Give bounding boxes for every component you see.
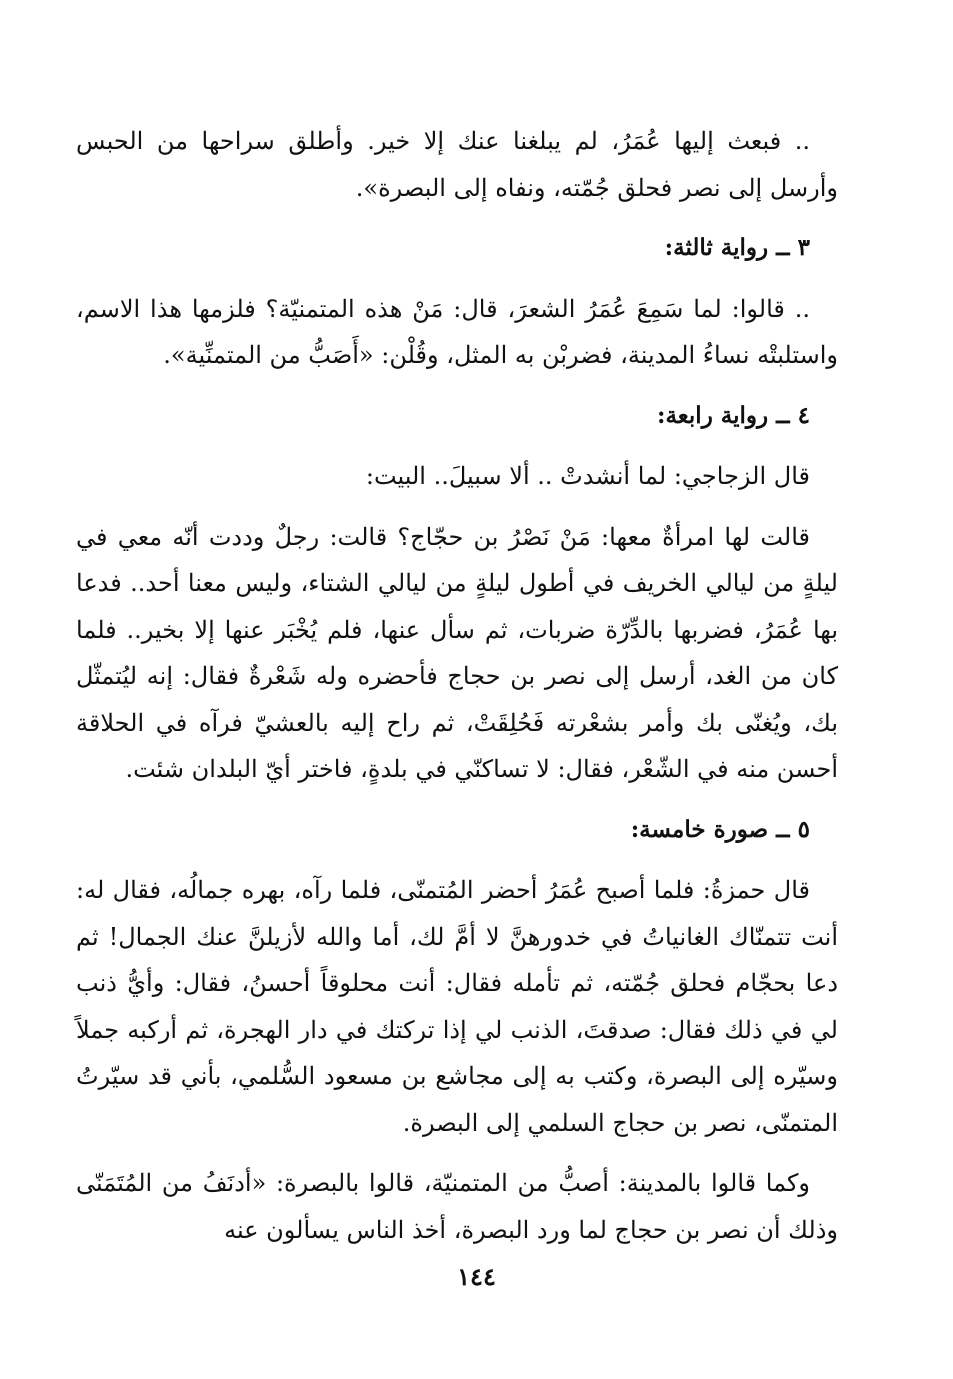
page-number: ١٤٤ [457,1262,496,1291]
section-heading-3: ٣ ــ رواية ثالثة: [664,234,810,261]
paragraph-1: .. فبعث إليها عُمَرُ، لم يبلغنا عنك إلا خير. وأطلق سراحها من الحبس وأرسل إلى نصر فحلق جُمّته، ونفاه إلى البصرة». [76,127,838,202]
page-body [76,118,838,1267]
paragraph-5: قال حمزةُ: فلما أصبح عُمَرُ أحضر المُتمنّى، فلما رآه، بهره جمالُه، فقال له: أنت تتمنّاك الغانياتُ في خدورهنَّ لا أمَّ لك، أما والله لأزيلنَّ عنك الجمال! ثم دعا بحجّام فحلق جُمّته، ثم تأمله فقال: أنت محلوقاً أحسنُ، فقال: وأيُّ ذنب لي في ذلك فقال: صدقتَ، الذنب لي إذا تركتك في دار الهجرة، ثم أركبه جملاً وسيّره إلى البصرة، وكتب به إلى مجاشع بن مسعود السُّلمي، بأني قد سيّرتُ المتمنّى، نصر بن حجاج السلمي إلى البصرة. [76,876,838,1137]
paragraph-3: قال الزجاجي: لما أنشدتْ .. ألا سبيلَ.. البيت: [365,462,810,490]
paragraph-6: وكما قالوا بالمدينة: أصبُّ من المتمنيّة، قالوا بالبصرة: «أدنَفُ من المُتَمَنّى وذلك أن نصر بن حجاج لما ورد البصرة، أخذ الناس يسألون عنه [76,1169,838,1244]
section-heading-4: ٤ ــ رواية رابعة: [656,401,810,429]
section-heading-5: ٥ ــ صورة خامسة: [630,815,810,843]
paragraph-4: قالت لها امرأةٌ معها: مَنْ نَصْرُ بن حجّاج؟ قالت: رجلٌ وددت أنّه معي في ليلةٍ من ليالي الخريف في أطول ليلةٍ من ليالي الشتاء، وليس معنا أحد.. فدعا بها عُمَرُ، فضربها بالدِّرّة ضربات، ثم سأل عنها، فلم يُخْبَر عنها إلا بخير.. فلما كان من الغد، أرسل إلى نصر بن حجاج فأحضره وله شَعْرةٌ فقال: إنه ليُتمثّل بك، ويُغنّى بك وأمر بشعْرته فَحُلِقَتْ، ثم راح إليه بالعشيّ فرآه في الحلاقة أحسن منه في الشّعْر، فقال: لا تساكنّي في بلدةٍ، فاختر أيّ البلدان شئت. [76,522,838,783]
paragraph-2: .. قالوا: لما سَمِعَ عُمَرُ الشعرَ، قال: مَنْ هذه المتمنيّة؟ فلزمها هذا الاسم، واستلبتْه نساءُ المدينة، فضربْن به المثل، وقُلْن: «أَصَبُّ من المتمنِّية». [76,294,838,369]
